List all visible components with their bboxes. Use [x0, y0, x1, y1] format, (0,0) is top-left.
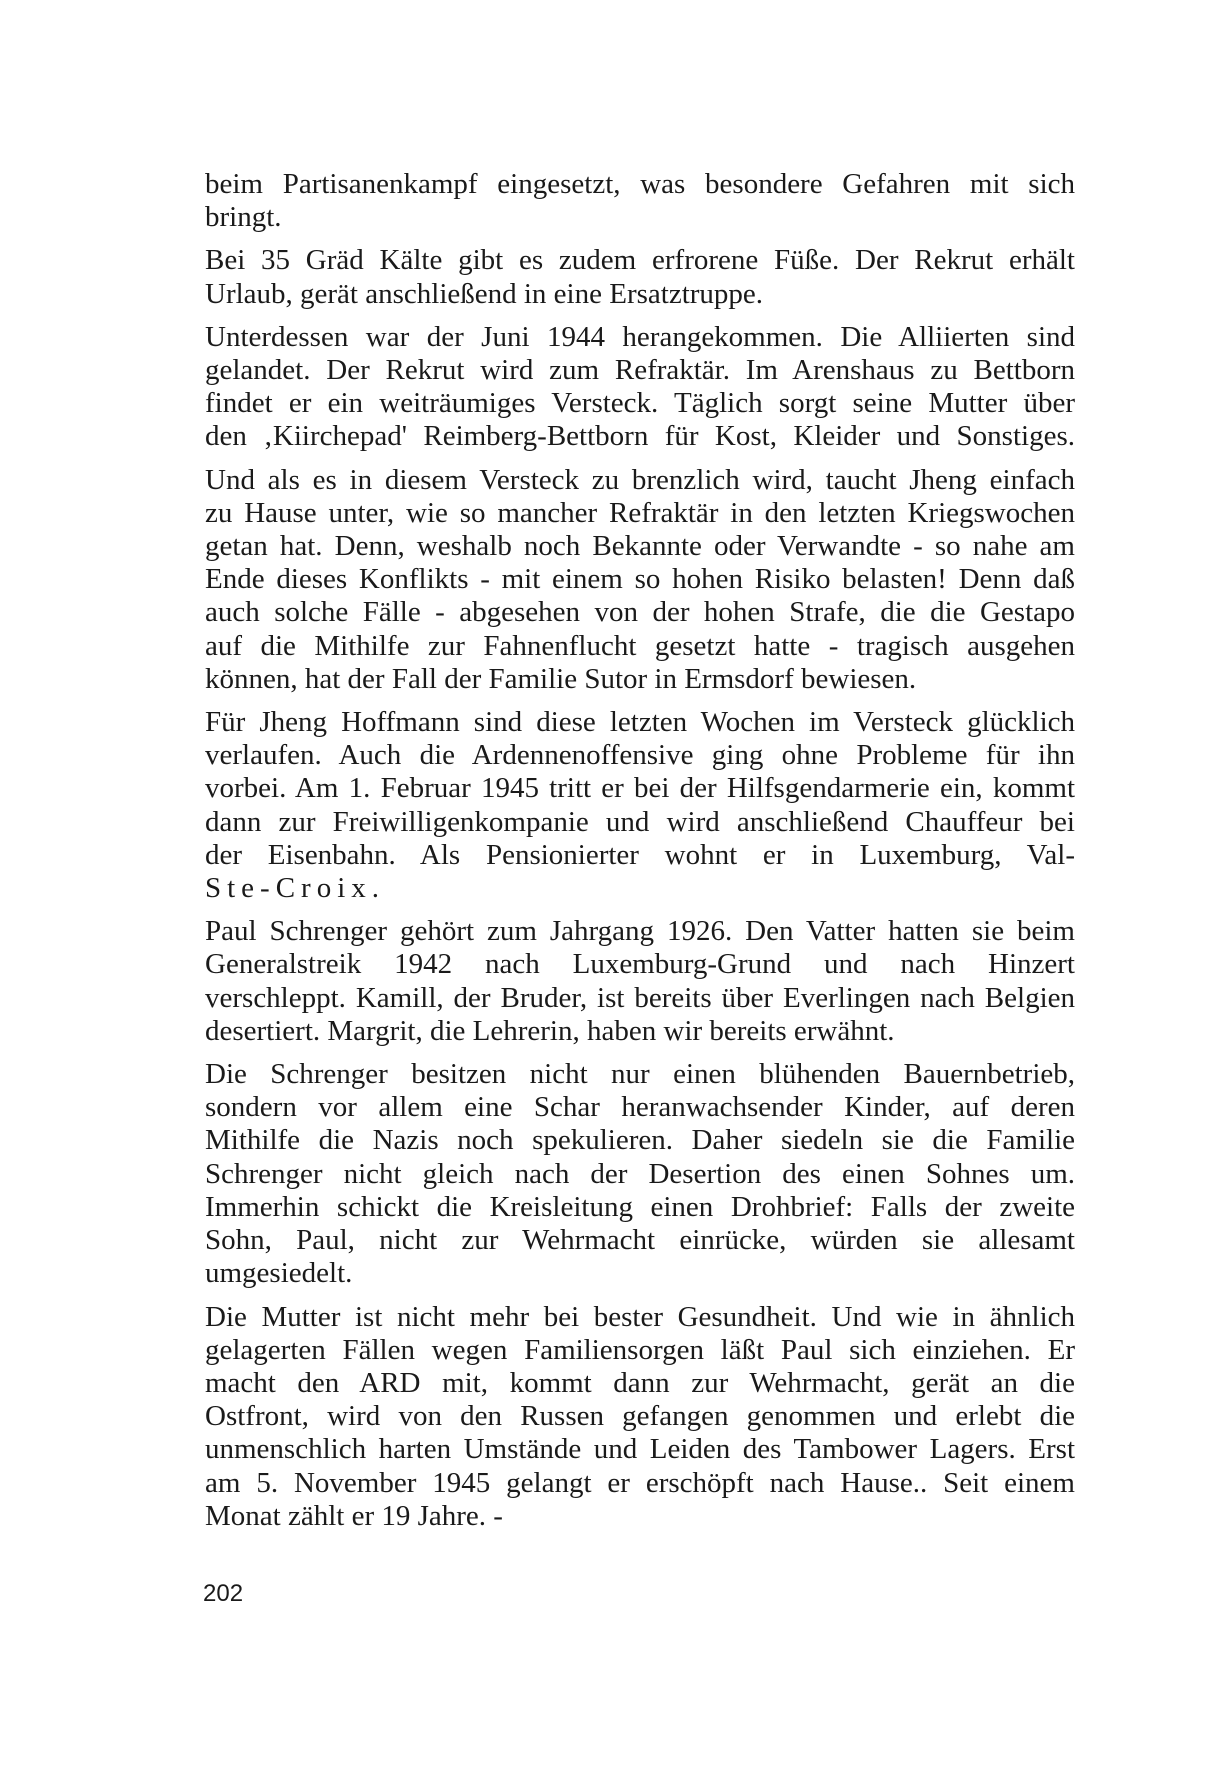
text-line: dann zur Freiwilligenkompanie und wird anschließend Chauffeur bei [205, 805, 1075, 838]
text-line: beim Partisanenkampf eingesetzt, was besondere Gefahren mit sich [205, 168, 1075, 200]
text-line: den ‚Kiirchepad' Reimberg-Bettborn für Kost, Kleider und Sonstiges. [205, 420, 1075, 453]
text-line: getan hat. Denn, weshalb noch Bekannte oder Verwandte - so nahe am [205, 530, 1075, 563]
text-line: findet er ein weiträumiges Versteck. Täglich sorgt seine Mutter über [205, 387, 1075, 420]
text-line: Bei 35 Gräd Kälte gibt es zudem erfrorene Füße. Der Rekrut erhält [205, 244, 1075, 277]
paragraph [205, 321, 1075, 454]
text-line: am 5. November 1945 gelangt er erschöpft nach Hause.. Seit einem [205, 1466, 1075, 1499]
text-line: Ste-Croix. [205, 872, 386, 905]
text-line: bringt. [205, 201, 282, 234]
text-line: zu Hause unter, wie so mancher Refraktär in den letzten Kriegswochen [205, 496, 1075, 529]
body-text [205, 168, 1075, 1543]
text-line: Mithilfe die Nazis noch spekulieren. Daher siedeln sie die Familie [205, 1124, 1075, 1157]
text-line: gelagerten Fällen wegen Familiensorgen läßt Paul sich einziehen. Er [205, 1333, 1075, 1366]
text-line: Monat zählt er 19 Jahre. - [205, 1499, 503, 1532]
text-line: auf die Mithilfe zur Fahnenflucht gesetzt hatte - tragisch ausgehen [205, 629, 1075, 662]
text-line: Unterdessen war der Juni 1944 herangekommen. Die Alliierten sind [205, 320, 1075, 353]
text-line: macht den ARD mit, kommt dann zur Wehrmacht, gerät an die [205, 1366, 1075, 1399]
paragraph [205, 168, 1075, 234]
paragraph [205, 1058, 1075, 1290]
paragraph [205, 1301, 1075, 1533]
text-line: Schrenger nicht gleich nach der Desertion des einen Sohnes um. [205, 1157, 1075, 1190]
text-line: Die Mutter ist nicht mehr bei bester Gesundheit. Und wie in ähnlich [205, 1300, 1075, 1333]
text-line: Urlaub, gerät anschließend in eine Ersatztruppe. [205, 277, 764, 310]
paragraph [205, 915, 1075, 1048]
text-line: Die Schrenger besitzen nicht nur einen blühenden Bauernbetrieb, [205, 1058, 1075, 1091]
text-line: Sohn, Paul, nicht zur Wehrmacht einrücke, würden sie allesamt [205, 1224, 1075, 1257]
text-line: Paul Schrenger gehört zum Jahrgang 1926. Den Vatter hatten sie beim [205, 915, 1075, 948]
paragraph [205, 464, 1075, 696]
text-line: verlaufen. Auch die Ardennenoffensive ging ohne Probleme für ihn [205, 739, 1075, 772]
paragraph [205, 706, 1075, 905]
page-number: 202 [203, 1580, 244, 1607]
text-line: desertiert. Margrit, die Lehrerin, haben wir bereits erwähnt. [205, 1014, 895, 1047]
paragraph [205, 244, 1075, 310]
text-line: der Eisenbahn. Als Pensionierter wohnt er in Luxemburg, Val- [205, 838, 1075, 871]
text-line: vorbei. Am 1. Februar 1945 tritt er bei der Hilfsgendarmerie ein, kommt [205, 772, 1075, 805]
text-line: gelandet. Der Rekrut wird zum Refraktär. Im Arenshaus zu Bettborn [205, 354, 1075, 387]
text-line: Immerhin schickt die Kreisleitung einen Drohbrief: Falls der zweite [205, 1190, 1075, 1223]
text-line: Generalstreik 1942 nach Luxemburg-Grund und nach Hinzert [205, 948, 1075, 981]
text-line: verschleppt. Kamill, der Bruder, ist bereits über Everlingen nach Belgien [205, 981, 1075, 1014]
text-line: Ostfront, wird von den Russen gefangen genommen und erlebt die [205, 1400, 1075, 1433]
text-line: unmenschlich harten Umstände und Leiden des Tambower Lagers. Erst [205, 1433, 1075, 1466]
text-line: auch solche Fälle - abgesehen von der hohen Strafe, die die Gestapo [205, 596, 1075, 629]
text-line: Und als es in diesem Versteck zu brenzlich wird, taucht Jheng einfach [205, 463, 1075, 496]
text-line: Ende dieses Konflikts - mit einem so hohen Risiko belasten! Denn daß [205, 563, 1075, 596]
text-line: können, hat der Fall der Familie Sutor in Ermsdorf bewiesen. [205, 662, 917, 695]
text-line: Für Jheng Hoffmann sind diese letzten Wochen im Versteck glücklich [205, 706, 1075, 739]
text-line: umgesiedelt. [205, 1257, 353, 1290]
text-line: sondern vor allem eine Schar heranwachsender Kinder, auf deren [205, 1091, 1075, 1124]
